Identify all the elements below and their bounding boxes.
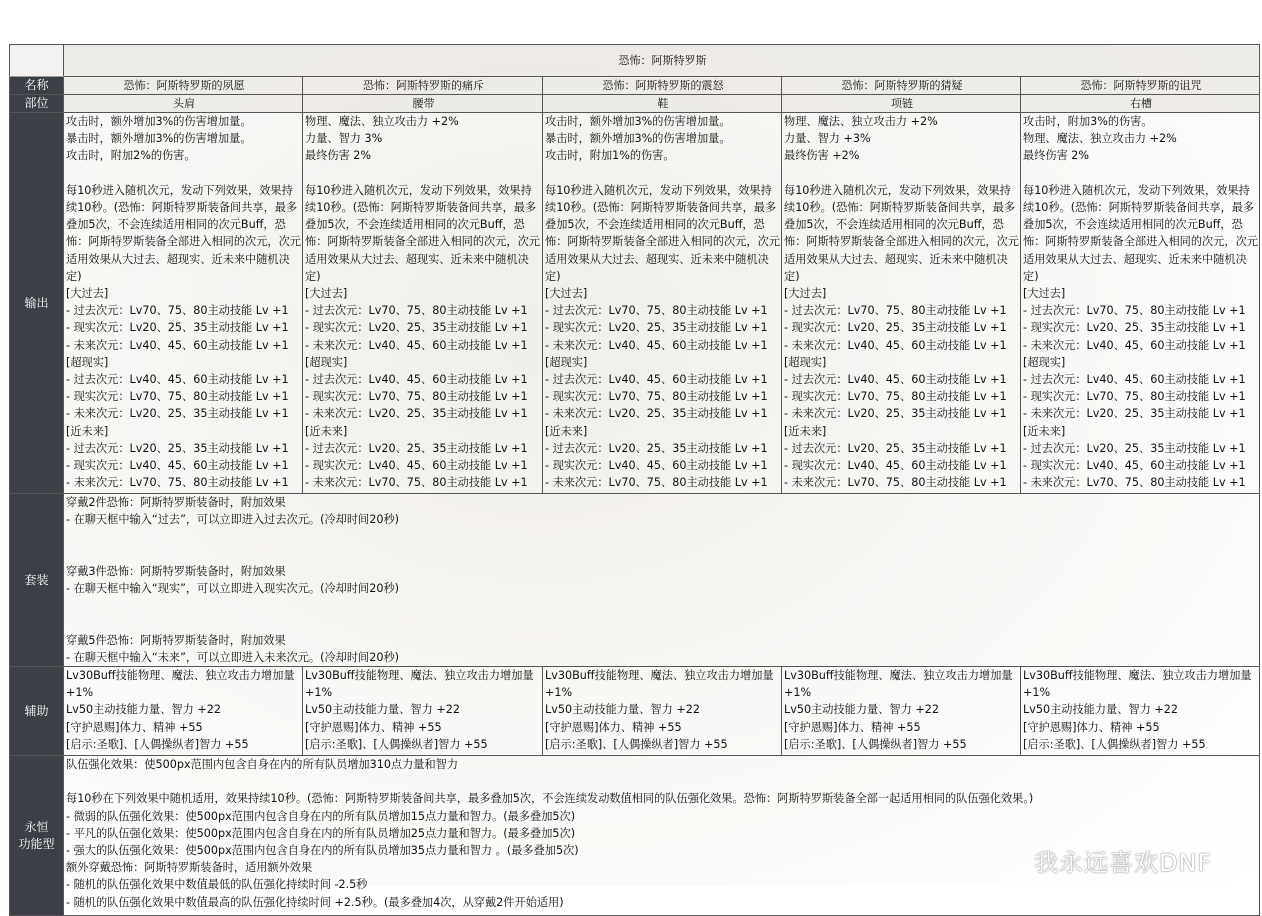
item-support-effect: Lv30Buff技能物理、魔法、独立攻击力增加量 +1% Lv50主动技能力量、智力 +22 [守护恩赐]体力、精神 +55 [启示:圣歌]、[人偶操纵者]智力 +55	[782, 667, 1021, 756]
item-support-effect: Lv30Buff技能物理、魔法、独立攻击力增加量 +1% Lv50主动技能力量、智力 +22 [守护恩赐]体力、精神 +55 [启示:圣歌]、[人偶操纵者]智力 +55	[543, 667, 782, 756]
row-label-slot: 部位	[10, 95, 64, 113]
equipment-table	[9, 44, 1260, 916]
eternal-effect: 队伍强化效果：使500px范围内包含自身在内的所有队员增加310点力量和智力 每10秒在下列效果中随机适用，效果持续10秒。(恐怖：阿斯特罗斯装备间共享，最多叠加5次，不会连续发动数值相同的队伍强化效果。恐怖：阿斯特罗斯装备全部一起适用相同的队伍强化效果。) - 微弱的队伍强化效果：使500px范围内包含自身在内的所有队员增加15点力量和智力。(最多叠加5次) - 平凡的队伍强化效果：使500px范围内包含自身在内的所有队员增加25点力量和智力。(最多叠加5次) - 强大的队伍强化效果：使500px范围内包含自身在内的所有队员增加35点力量和智力 。(最多叠加5次) 额外穿戴恐怖：阿斯特罗斯装备时，适用额外效果 - 随机的队伍强化效果中数值最低的队伍强化持续时间 -2.5秒 - 随机的队伍强化效果中数值最高的队伍强化持续时间 +2.5秒。(最多叠加4次，从穿戴2件开始适用)	[64, 756, 1260, 916]
watermark: 我永远喜欢DNF	[1034, 849, 1213, 877]
item-name: 恐怖：阿斯特罗斯的诅咒	[1021, 77, 1260, 95]
row-label-eternal-line1: 永恒	[24, 819, 49, 834]
item-name: 恐怖：阿斯特罗斯的痛斥	[303, 77, 543, 95]
set-effect: 穿戴2件恐怖：阿斯特罗斯装备时，附加效果 - 在聊天框中输入“过去”，可以立即进入过去次元。(冷却时间20秒) 穿戴3件恐怖：阿斯特罗斯装备时，附加效果 - 在聊天框中输入“现实”，可以立即进入现实次元。(冷却时间20秒) 穿戴5件恐怖：阿斯特罗斯装备时，附加效果 - 在聊天框中输入“未来”，可以立即进入未来次元。(冷却时间20秒)	[64, 494, 1260, 667]
item-output-effect: 物理、魔法、独立攻击力 +2% 力量、智力 3% 最终伤害 2% 每10秒进入随机次元，发动下列效果，效果持续10秒。(恐怖：阿斯特罗斯装备间共享，最多叠加5次，不会连续适用相同的次元Buff，恐怖：阿斯特罗斯装备全部进入相同的次元，次元适用效果从大过去、超现实、近未来中随机决定) [大过去] - 过去次元：Lv70、75、80主动技能 Lv +1 - 现实次元：Lv20、25、35主动技能 Lv +1 - 未来次元：Lv40、45、60主动技能 Lv +1 [超现实] - 过去次元：Lv40、45、60主动技能 Lv +1 - 现实次元：Lv70、75、80主动技能 Lv +1 - 未来次元：Lv20、25、35主动技能 Lv +1 [近未来] - 过去次元：Lv20、25、35主动技能 Lv +1 - 现实次元：Lv40、45、60主动技能 Lv +1 - 未来次元：Lv70、75、80主动技能 Lv +1	[303, 113, 543, 494]
item-slot: 头肩	[64, 95, 303, 113]
table-title: 恐怖：阿斯特罗斯	[64, 45, 1260, 77]
item-support-effect: Lv30Buff技能物理、魔法、独立攻击力增加量 +1% Lv50主动技能力量、智力 +22 [守护恩赐]体力、精神 +55 [启示:圣歌]、[人偶操纵者]智力 +55	[303, 667, 543, 756]
row-label-set: 套装	[10, 494, 64, 667]
row-label-eternal-line2: 功能型	[18, 836, 55, 851]
item-name: 恐怖：阿斯特罗斯的震怒	[543, 77, 782, 95]
item-support-effect: Lv30Buff技能物理、魔法、独立攻击力增加量 +1% Lv50主动技能力量、智力 +22 [守护恩赐]体力、精神 +55 [启示:圣歌]、[人偶操纵者]智力 +55	[1021, 667, 1260, 756]
item-output-effect: 攻击时，额外增加3%的伤害增加量。 暴击时，额外增加3%的伤害增加量。 攻击时，附加1%的伤害。 每10秒进入随机次元，发动下列效果，效果持续10秒。(恐怖：阿斯特罗斯装备间共享，最多叠加5次，不会连续适用相同的次元Buff，恐怖：阿斯特罗斯装备全部进入相同的次元，次元适用效果从大过去、超现实、近未来中随机决定) [大过去] - 过去次元：Lv70、75、80主动技能 Lv +1 - 现实次元：Lv20、25、35主动技能 Lv +1 - 未来次元：Lv40、45、60主动技能 Lv +1 [超现实] - 过去次元：Lv40、45、60主动技能 Lv +1 - 现实次元：Lv70、75、80主动技能 Lv +1 - 未来次元：Lv20、25、35主动技能 Lv +1 [近未来] - 过去次元：Lv20、25、35主动技能 Lv +1 - 现实次元：Lv40、45、60主动技能 Lv +1 - 未来次元：Lv70、75、80主动技能 Lv +1	[543, 113, 782, 494]
item-support-effect: Lv30Buff技能物理、魔法、独立攻击力增加量 +1% Lv50主动技能力量、智力 +22 [守护恩赐]体力、精神 +55 [启示:圣歌]、[人偶操纵者]智力 +55	[64, 667, 303, 756]
item-output-effect: 攻击时，额外增加3%的伤害增加量。 暴击时，额外增加3%的伤害增加量。 攻击时，附加2%的伤害。 每10秒进入随机次元，发动下列效果，效果持续10秒。(恐怖：阿斯特罗斯装备间共享，最多叠加5次，不会连续适用相同的次元Buff，恐怖：阿斯特罗斯装备全部进入相同的次元，次元适用效果从大过去、超现实、近未来中随机决定) [大过去] - 过去次元：Lv70、75、80主动技能 Lv +1 - 现实次元：Lv20、25、35主动技能 Lv +1 - 未来次元：Lv40、45、60主动技能 Lv +1 [超现实] - 过去次元：Lv40、45、60主动技能 Lv +1 - 现实次元：Lv70、75、80主动技能 Lv +1 - 未来次元：Lv20、25、35主动技能 Lv +1 [近未来] - 过去次元：Lv20、25、35主动技能 Lv +1 - 现实次元：Lv40、45、60主动技能 Lv +1 - 未来次元：Lv70、75、80主动技能 Lv +1	[64, 113, 303, 494]
row-label-name: 名称	[10, 77, 64, 95]
item-slot: 项链	[782, 95, 1021, 113]
item-name: 恐怖：阿斯特罗斯的猜疑	[782, 77, 1021, 95]
corner-cell	[10, 45, 64, 77]
row-label-support: 辅助	[10, 667, 64, 756]
item-slot: 右槽	[1021, 95, 1260, 113]
item-output-effect: 攻击时，附加3%的伤害。 物理、魔法、独立攻击力 +2% 最终伤害 2% 每10秒进入随机次元，发动下列效果，效果持续10秒。(恐怖：阿斯特罗斯装备间共享，最多叠加5次，不会连续适用相同的次元Buff，恐怖：阿斯特罗斯装备全部进入相同的次元，次元适用效果从大过去、超现实、近未来中随机决定) [大过去] - 过去次元：Lv70、75、80主动技能 Lv +1 - 现实次元：Lv20、25、35主动技能 Lv +1 - 未来次元：Lv40、45、60主动技能 Lv +1 [超现实] - 过去次元：Lv40、45、60主动技能 Lv +1 - 现实次元：Lv70、75、80主动技能 Lv +1 - 未来次元：Lv20、25、35主动技能 Lv +1 [近未来] - 过去次元：Lv20、25、35主动技能 Lv +1 - 现实次元：Lv40、45、60主动技能 Lv +1 - 未来次元：Lv70、75、80主动技能 Lv +1	[1021, 113, 1260, 494]
item-slot: 鞋	[543, 95, 782, 113]
row-label-output: 输出	[10, 113, 64, 494]
item-output-effect: 物理、魔法、独立攻击力 +2% 力量、智力 +3% 最终伤害 +2% 每10秒进入随机次元，发动下列效果，效果持续10秒。(恐怖：阿斯特罗斯装备间共享，最多叠加5次，不会连续适用相同的次元Buff，恐怖：阿斯特罗斯装备全部进入相同的次元，次元适用效果从大过去、超现实、近未来中随机决定) [大过去] - 过去次元：Lv70、75、80主动技能 Lv +1 - 现实次元：Lv20、25、35主动技能 Lv +1 - 未来次元：Lv40、45、60主动技能 Lv +1 [超现实] - 过去次元：Lv40、45、60主动技能 Lv +1 - 现实次元：Lv70、75、80主动技能 Lv +1 - 未来次元：Lv20、25、35主动技能 Lv +1 [近未来] - 过去次元：Lv20、25、35主动技能 Lv +1 - 现实次元：Lv40、45、60主动技能 Lv +1 - 未来次元：Lv70、75、80主动技能 Lv +1	[782, 113, 1021, 494]
item-slot: 腰带	[303, 95, 543, 113]
item-name: 恐怖：阿斯特罗斯的夙愿	[64, 77, 303, 95]
